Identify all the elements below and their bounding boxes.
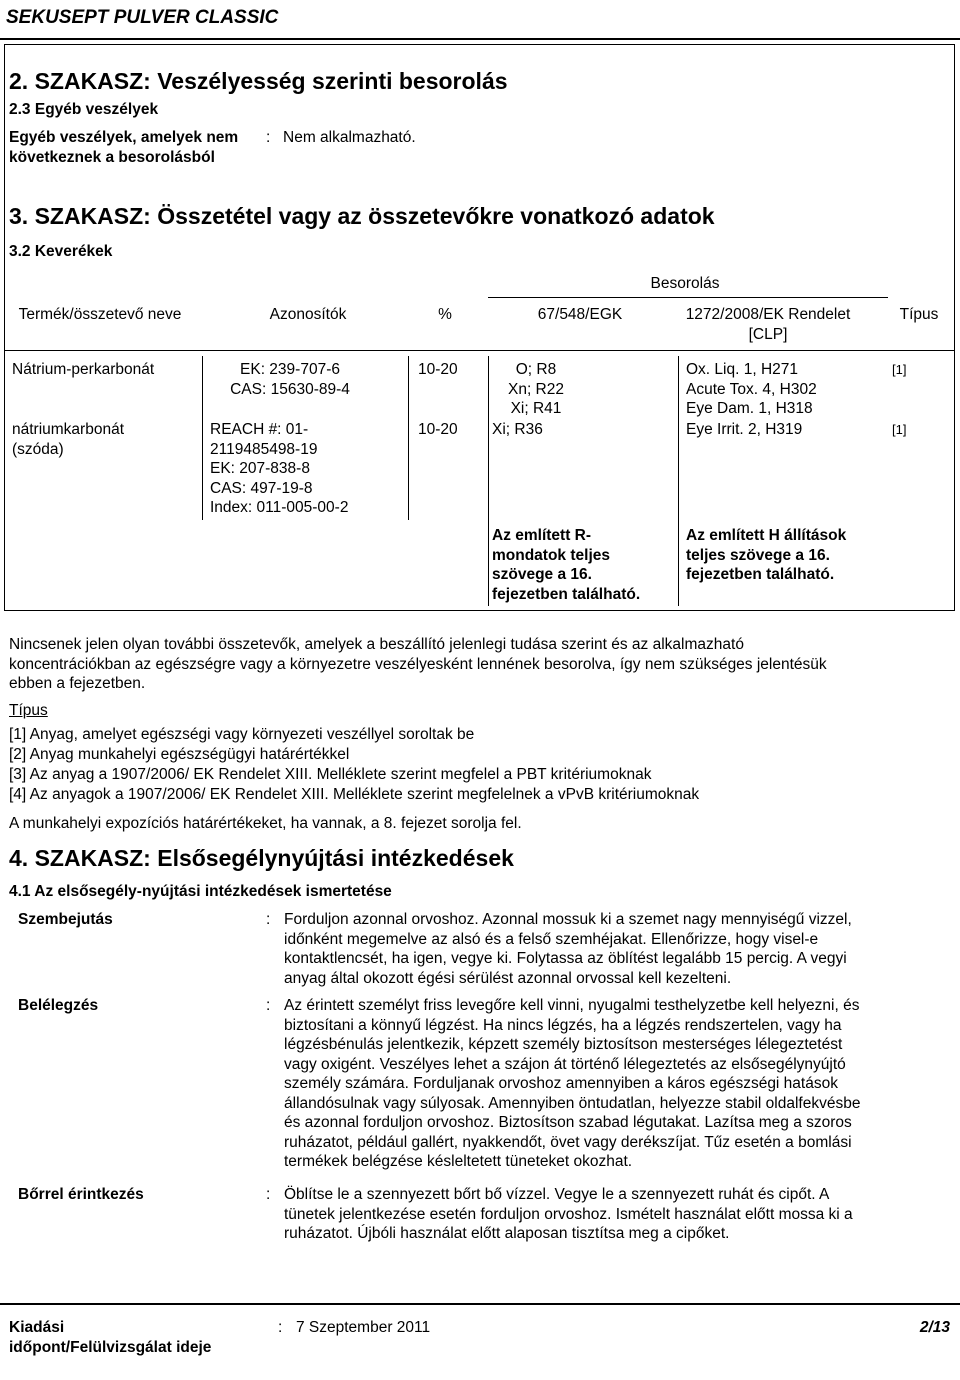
other-hazards-label: Egyéb veszélyek, amelyek nem következnek a besorolásból: [9, 129, 239, 166]
section-2-title: 2. SZAKASZ: Veszélyesség szerinti besorolás: [9, 68, 508, 94]
col-header-clp: 1272/2008/EK Rendelet [CLP]: [685, 306, 851, 343]
ingredient-percent: 10-20: [418, 421, 458, 438]
section-3-2-subtitle: 3.2 Keverékek: [9, 243, 113, 260]
ingredient-clp-class: Eye Irrit. 2, H319: [686, 421, 803, 438]
footer-divider: [0, 1303, 960, 1305]
first-aid-text: Öblítse le a szennyezett bőrt bő vízzel. Vegye le a szennyezett ruhát és cipőt. A tünetek jelentkezése esetén forduljon orvoshoz. Ismételt használat előtt mossa ki a ruházatot. Újbóli használat előtt alaposan tisztítsa meg a cipőket.: [284, 1186, 853, 1242]
other-hazards-value: Nem alkalmazható.: [283, 129, 416, 146]
col-divider-1: [202, 356, 203, 520]
product-name: SEKUSEPT PULVER CLASSIC: [6, 7, 279, 28]
first-aid-colon: :: [266, 1186, 271, 1203]
ingredient-identifiers: REACH #: 01- 2119485498-19 EK: 207-838-8 CAS: 497-19-8 Index: 011-005-00-2: [210, 421, 349, 516]
ingredient-percent: 10-20: [418, 361, 458, 378]
first-aid-label: Szembejutás: [18, 911, 113, 928]
section-4-title: 4. SZAKASZ: Elsősegélynyújtási intézkedések: [9, 845, 514, 871]
type-legend-3: [3] Az anyag a 1907/2006/ EK Rendelet XIII. Melléklete szerint megfelel a PBT kritériumoknak: [9, 766, 652, 783]
section-3-title: 3. SZAKASZ: Összetétel vagy az összetevőkre vonatkozó adatok: [9, 203, 715, 229]
col-header-67-548: 67/548/EGK: [537, 306, 623, 323]
col-header-type: Típus: [899, 306, 939, 323]
section-4-1-subtitle: 4.1 Az elsősegély-nyújtási intézkedések ismertetése: [9, 883, 392, 900]
first-aid-colon: :: [266, 997, 271, 1014]
first-aid-colon: :: [266, 911, 271, 928]
type-legend-2: [2] Anyag munkahelyi egészségügyi határértékkel: [9, 746, 350, 763]
first-aid-text: Forduljon azonnal orvoshoz. Azonnal mossuk ki a szemet nagy mennyiségű vizzel, időnként megemelve az alsó és a felső szemhéjakat. Ellenőrizze, hogy visel-e kontaktlencsét, ha igen, vegye ki. Folytassa az öblítést legalább 15 percig. A vegyi anyag által okozott égési sérülést azonnal orvossal kell kezelteni.: [284, 911, 852, 987]
table-header-divider: [4, 350, 954, 351]
page-header: [0, 0, 960, 40]
ingredient-name: nátriumkarbonát (szóda): [12, 421, 125, 458]
r-phrases-note: Az említett R- mondatok teljes szövege a 16. fejezetben található.: [492, 527, 641, 603]
first-aid-label: Belélegzés: [18, 997, 99, 1014]
other-hazards-colon: :: [266, 129, 271, 146]
first-aid-text: Az érintett személyt friss levegőre kell vinni, nyugalmi testhelyzetbe kell helyezni, és biztosítani a könnyű légzést. Ha nincs légzés, ha a légzés rendszertelen, vagy ha légzésbénulás jelentkezik, képzett személy biztosítson mesterséges lélegeztetést vagy oxigént. Veszélyes lehet a szájon át történő lélegeztetés az elsősegélynyújtó személy számára. Forduljanak orvoshoz amennyiben a káros egészségi hatások állandósulnak vagy súlyosak. Amennyiben öntudatlan, helyezze stabil oldalfekvésbe és azonnal forduljon orvoshoz. Biztosítson szabad légutakat. Lazítsa meg a szoros ruházatot, például gallért, nyakkendőt, övet vagy derékszíjat. Tűz esetén a bomlási termékek belégzése késleltetett tüneteket okozhat.: [284, 997, 861, 1170]
exposure-note: A munkahelyi expozíciós határértékeket, ha vannak, a 8. fejezet sorolja fel.: [9, 815, 522, 832]
footer-colon: :: [278, 1319, 283, 1336]
col-header-name: Termék/összetevő neve: [18, 306, 182, 323]
classification-header: Besorolás: [650, 275, 720, 292]
col-divider-2: [408, 356, 409, 520]
section-2-3-subtitle: 2.3 Egyéb veszélyek: [9, 101, 159, 118]
first-aid-label: Bőrrel érintkezés: [18, 1186, 144, 1203]
ingredient-clp-class: Ox. Liq. 1, H271 Acute Tox. 4, H302 Eye Dam. 1, H318: [686, 361, 817, 417]
col-header-percent: %: [438, 306, 452, 323]
ingredient-67-548-class: O; R8 Xn; R22 Xi; R41: [507, 361, 564, 417]
h-statements-note: Az említett H állítások teljes szövege a 16. fejezetben található.: [686, 527, 847, 583]
ingredient-name: Nátrium-perkarbonát: [12, 361, 155, 378]
col-header-identifiers: Azonosítók: [269, 306, 347, 323]
footer-date: 7 Szeptember 2011: [296, 1319, 431, 1336]
type-legend-4: [4] Az anyagok a 1907/2006/ EK Rendelet XIII. Melléklete szerint megfelelnek a vPvB kritériumoknak: [9, 786, 700, 803]
page-number: 2/13: [919, 1319, 950, 1336]
col-divider-4: [678, 356, 679, 606]
footer-label: Kiadási időpont/Felülvizsgálat ideje: [9, 1319, 212, 1356]
ingredient-type: [1]: [892, 422, 907, 437]
type-legend-title: Típus: [9, 702, 48, 719]
other-ingredients-paragraph: Nincsenek jelen olyan további összetevők, amelyek a beszállító jelenlegi tudása szerint és az alkalmazható koncentrációkban az egészségre vagy a környezetre veszélyesként lennének besorolva, így nem szükséges jelentésük ebben a fejezetben.: [9, 636, 827, 692]
ingredient-type: [1]: [892, 362, 907, 377]
classification-divider: [488, 297, 888, 298]
ingredient-67-548-class: Xi; R36: [492, 421, 543, 438]
ingredient-identifiers: EK: 239-707-6 CAS: 15630-89-4: [230, 361, 350, 398]
type-legend-1: [1] Anyag, amelyet egészségi vagy környezeti veszéllyel soroltak be: [9, 726, 475, 743]
